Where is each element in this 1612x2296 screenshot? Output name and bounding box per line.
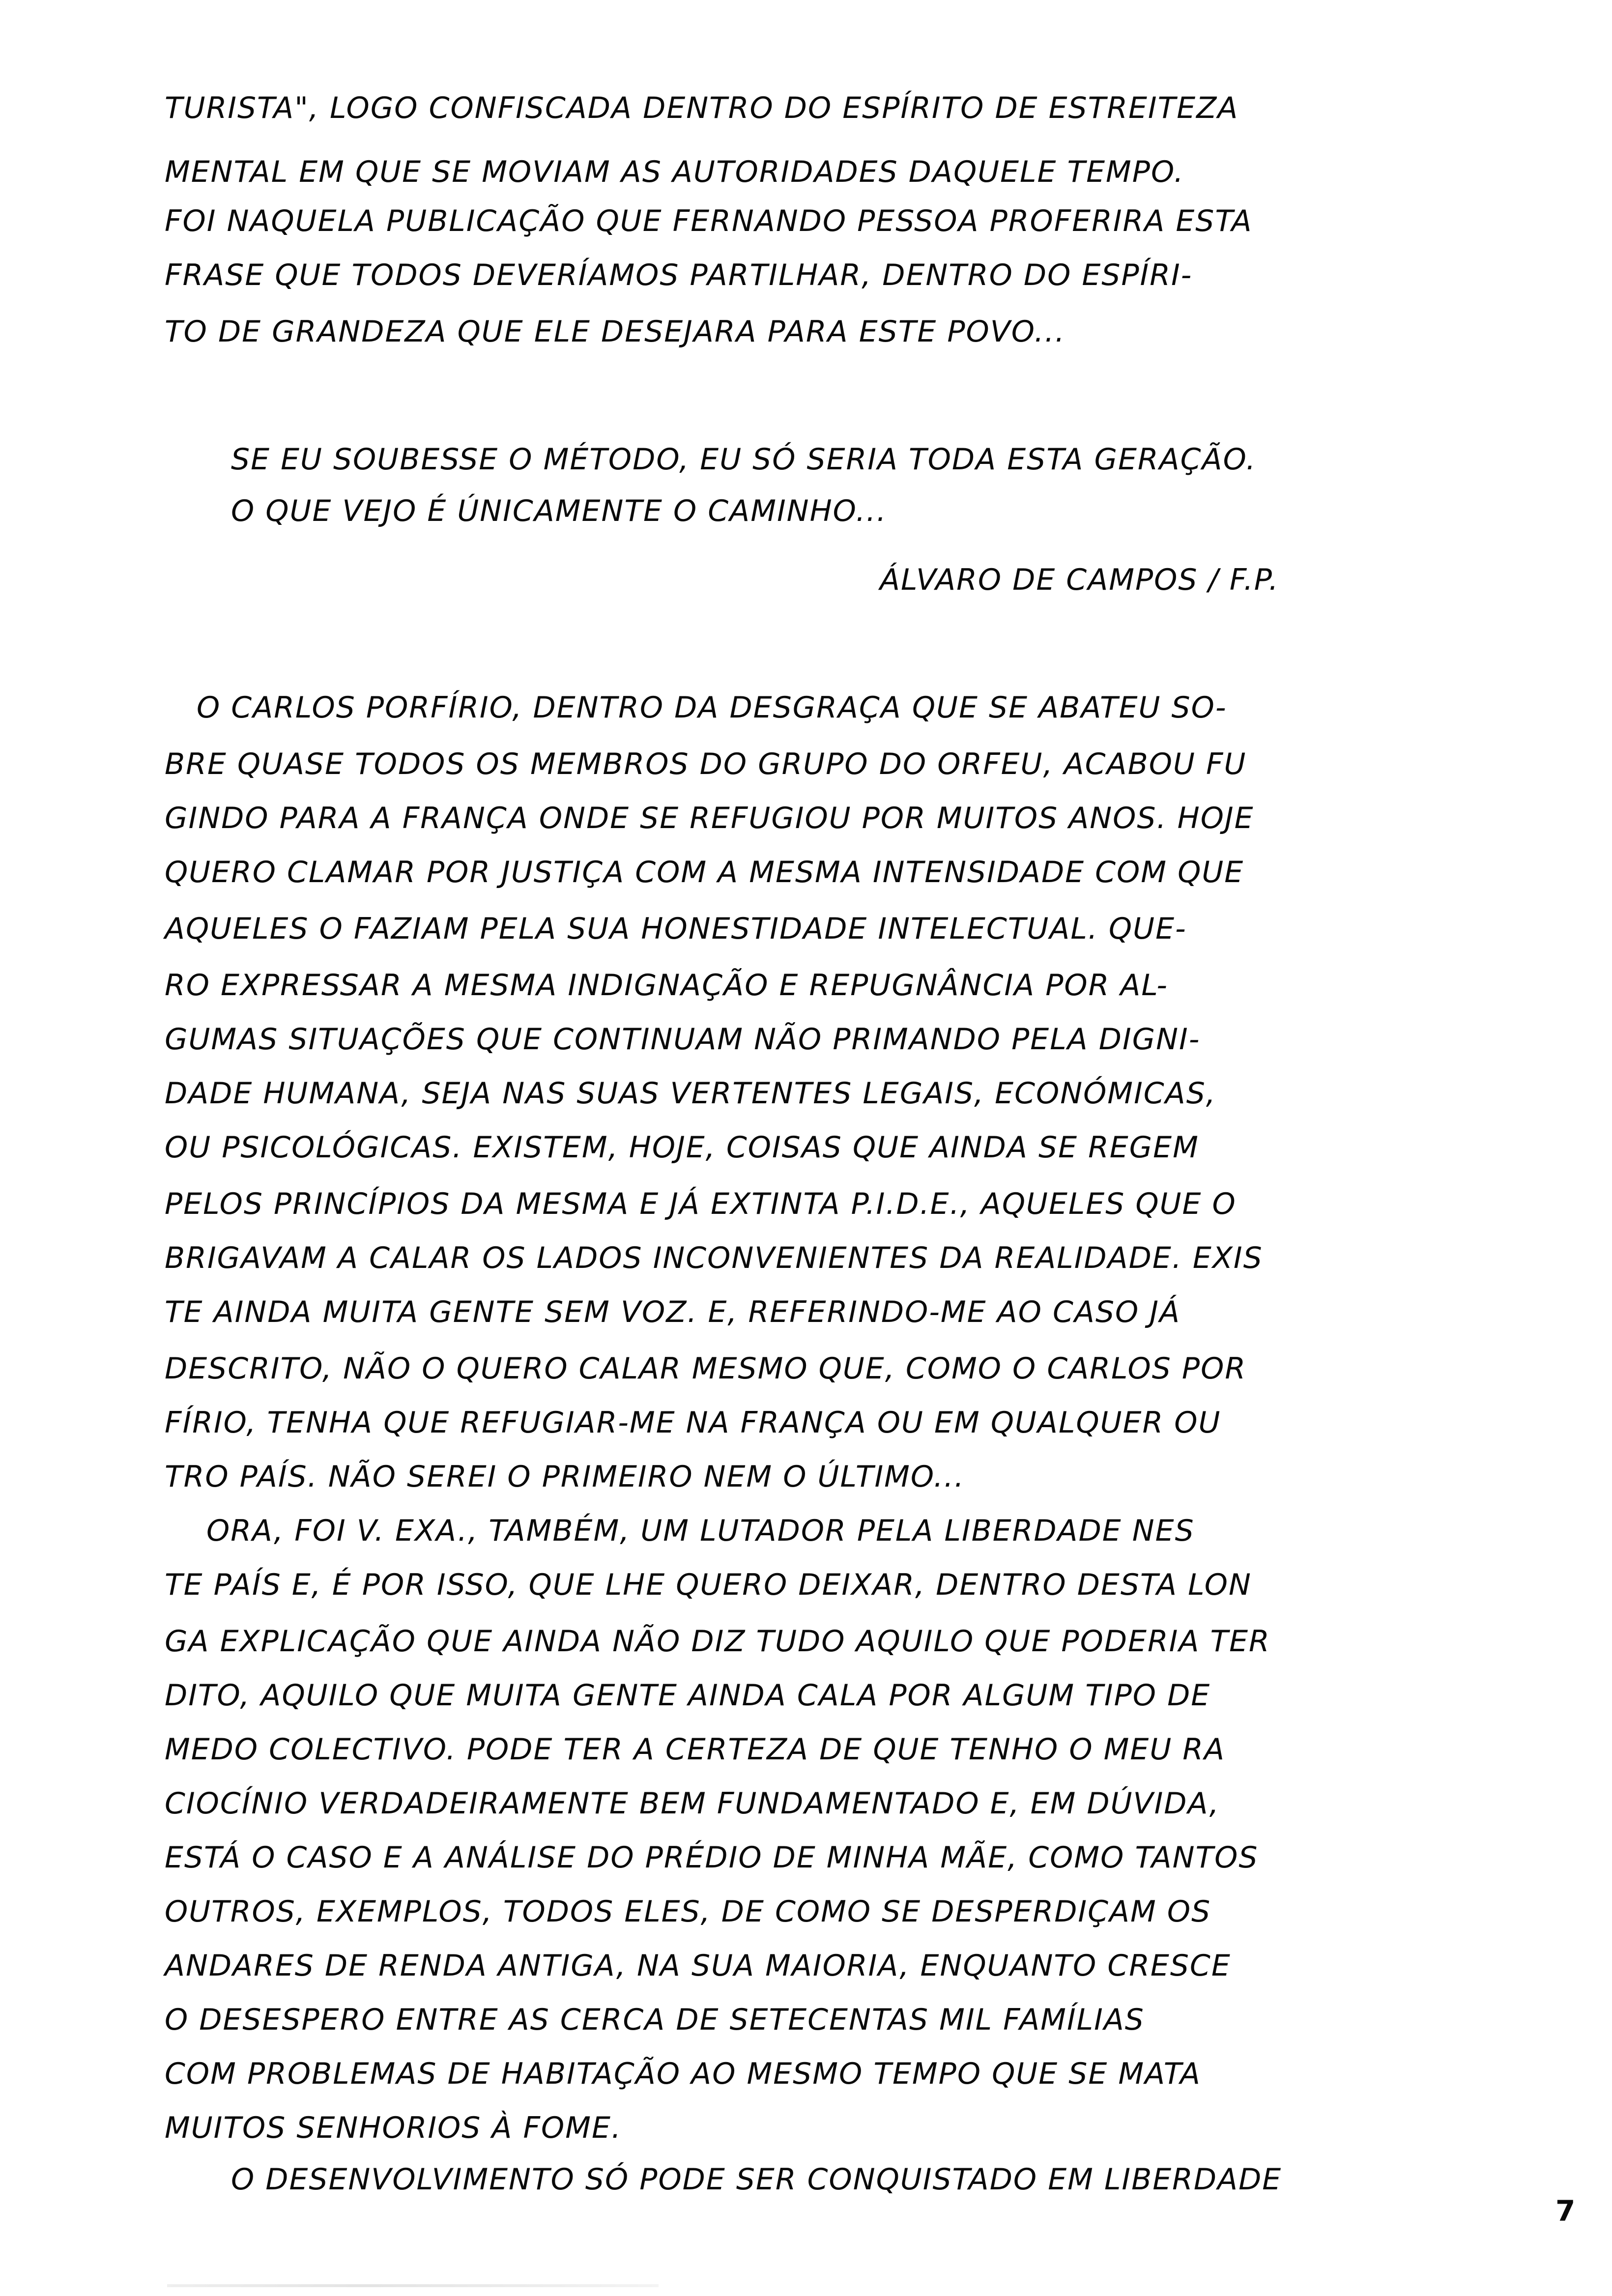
quote-attribution: ÁLVARO DE CAMPOS / F.P. [880, 563, 1279, 597]
text-line: CIOCÍNIO VERDADEIRAMENTE BEM FUNDAMENTADO E, EM DÚVIDA, [165, 1786, 1220, 1821]
text-line: GINDO PARA A FRANÇA ONDE SE REFUGIOU POR MUITOS ANOS. HOJE [165, 801, 1254, 835]
text-line: GA EXPLICAÇÃO QUE AINDA NÃO DIZ TUDO AQUILO QUE PODERIA TER [165, 1624, 1270, 1659]
text-line: OUTROS, EXEMPLOS, TODOS ELES, DE COMO SE DESPERDIÇAM OS [165, 1894, 1211, 1929]
text-line: MEDO COLECTIVO. PODE TER A CERTEZA DE QUE TENHO O MEU RA [165, 1732, 1226, 1767]
text-line: DADE HUMANA, SEJA NAS SUAS VERTENTES LEGAIS, ECONÓMICAS, [165, 1076, 1216, 1111]
text-line: TE AINDA MUITA GENTE SEM VOZ. E, REFERINDO-ME AO CASO JÁ [165, 1295, 1181, 1329]
text-line: GUMAS SITUAÇÕES QUE CONTINUAM NÃO PRIMANDO PELA DIGNI- [165, 1022, 1201, 1057]
text-line: RO EXPRESSAR A MESMA INDIGNAÇÃO E REPUGNÂNCIA POR AL- [165, 968, 1168, 1003]
text-line: PELOS PRINCÍPIOS DA MESMA E JÁ EXTINTA P.I.D.E., AQUELES QUE O [165, 1187, 1237, 1221]
text-line: AQUELES O FAZIAM PELA SUA HONESTIDADE INTELECTUAL. QUE- [165, 912, 1187, 946]
text-line: O DESESPERO ENTRE AS CERCA DE SETECENTAS MIL FAMÍLIAS [165, 2003, 1145, 2037]
text-line: COM PROBLEMAS DE HABITAÇÃO AO MESMO TEMPO QUE SE MATA [165, 2057, 1201, 2091]
text-line: MUITOS SENHORIOS À FOME. [165, 2111, 622, 2145]
text-line: MENTAL EM QUE SE MOVIAM AS AUTORIDADES DAQUELE TEMPO. [165, 155, 1184, 189]
text-line: O DESENVOLVIMENTO SÓ PODE SER CONQUISTADO EM LIBERDADE [231, 2162, 1282, 2197]
text-line: DITO, AQUILO QUE MUITA GENTE AINDA CALA POR ALGUM TIPO DE [165, 1678, 1211, 1713]
text-line: ESTÁ O CASO E A ANÁLISE DO PRÉDIO DE MINHA MÃE, COMO TANTOS [165, 1840, 1259, 1875]
text-line: ANDARES DE RENDA ANTIGA, NA SUA MAIORIA, ENQUANTO CRESCE [165, 1949, 1231, 1983]
text-line: BRIGAVAM A CALAR OS LADOS INCONVENIENTES DA REALIDADE. EXIS [165, 1241, 1263, 1275]
quote-line: SE EU SOUBESSE O MÉTODO, EU SÓ SERIA TODA ESTA GERAÇÃO. [231, 442, 1257, 477]
text-line: FRASE QUE TODOS DEVERÍAMOS PARTILHAR, DENTRO DO ESPÍRI- [165, 258, 1193, 292]
text-line: TURISTA", LOGO CONFISCADA DENTRO DO ESPÍRITO DE ESTREITEZA [165, 91, 1239, 125]
text-line: FÍRIO, TENHA QUE REFUGIAR-ME NA FRANÇA OU EM QUALQUER OU [165, 1406, 1221, 1440]
text-line: TE PAÍS E, É POR ISSO, QUE LHE QUERO DEIXAR, DENTRO DESTA LON [165, 1568, 1252, 1602]
text-line: QUERO CLAMAR POR JUSTIÇA COM A MESMA INTENSIDADE COM QUE [165, 855, 1244, 890]
text-line: FOI NAQUELA PUBLICAÇÃO QUE FERNANDO PESSOA PROFERIRA ESTA [165, 204, 1253, 238]
text-line: TO DE GRANDEZA QUE ELE DESEJARA PARA ESTE POVO... [165, 315, 1065, 349]
text-line: OU PSICOLÓGICAS. EXISTEM, HOJE, COISAS QUE AINDA SE REGEM [165, 1130, 1199, 1165]
text-line: ORA, FOI V. EXA., TAMBÉM, UM LUTADOR PELA LIBERDADE NES [206, 1514, 1195, 1548]
text-line: DESCRITO, NÃO O QUERO CALAR MESMO QUE, COMO O CARLOS POR [165, 1351, 1247, 1386]
text-line: BRE QUASE TODOS OS MEMBROS DO GRUPO DO ORFEU, ACABOU FU [165, 747, 1247, 781]
scan-artifact [167, 2284, 659, 2287]
text-line: TRO PAÍS. NÃO SEREI O PRIMEIRO NEM O ÚLTIMO... [165, 1460, 965, 1494]
text-line: O CARLOS PORFÍRIO, DENTRO DA DESGRAÇA QUE SE ABATEU SO- [197, 690, 1227, 725]
quote-line: O QUE VEJO É ÚNICAMENTE O CAMINHO... [231, 494, 887, 528]
page-number: 7 [1555, 2194, 1576, 2228]
